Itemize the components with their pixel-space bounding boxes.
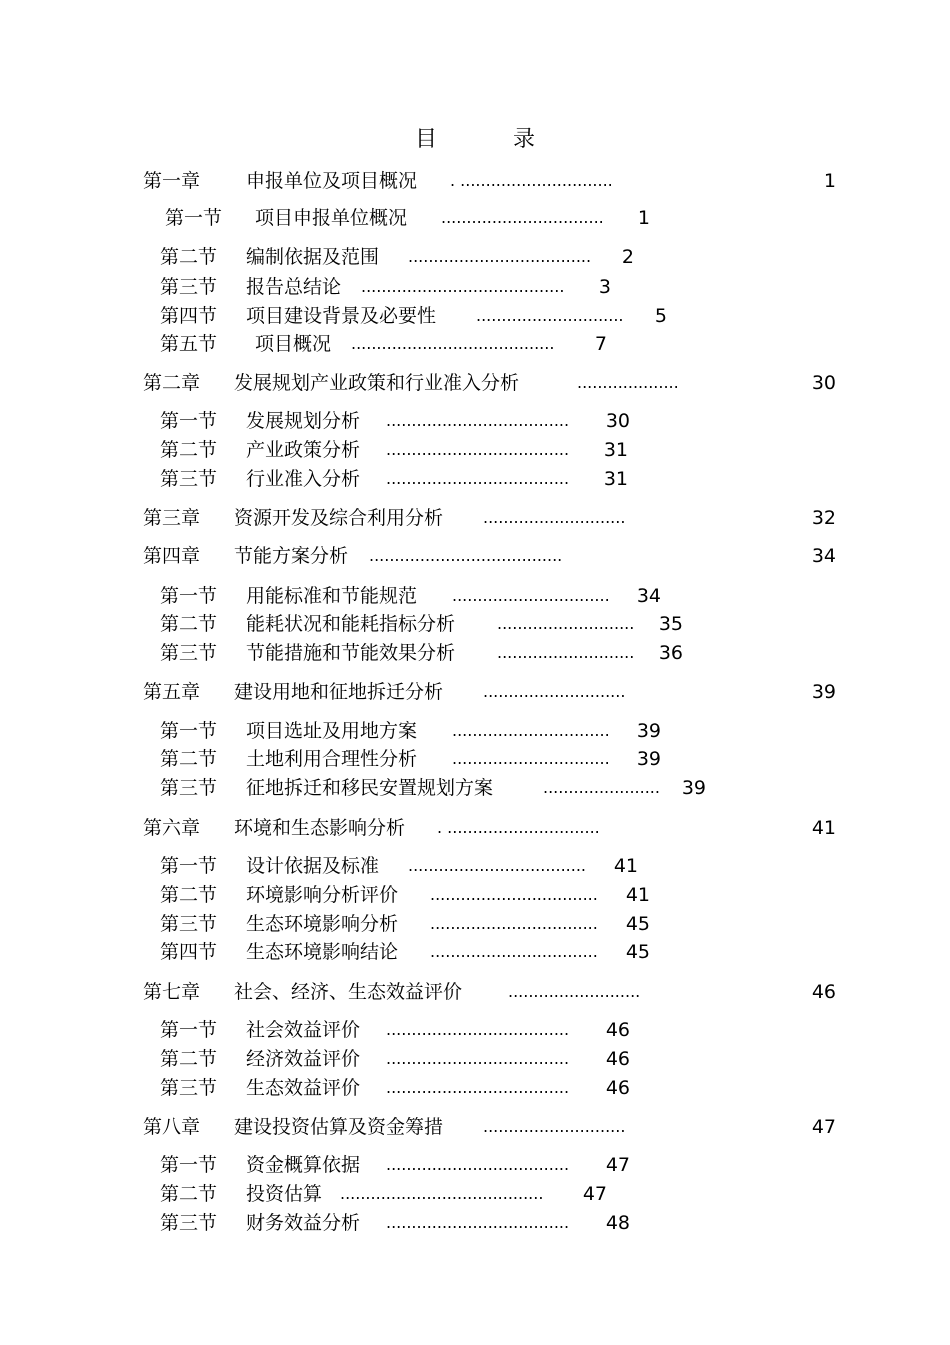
toc-number: 第一节 xyxy=(160,1019,218,1041)
toc-number: 第五节 xyxy=(160,333,218,355)
toc-page-number: 45 xyxy=(625,941,650,963)
toc-number: 第三节 xyxy=(160,642,218,664)
toc-leader-dots: ........................... xyxy=(497,614,635,633)
toc-page-number: 47 xyxy=(582,1183,607,1205)
toc-title: 行业准入分析 xyxy=(246,468,361,490)
toc-leader-dots: ................................. xyxy=(430,885,598,904)
toc-leader-dots: .................................... xyxy=(386,1049,570,1068)
toc-page-number: 48 xyxy=(605,1212,630,1234)
toc-page-number: 39 xyxy=(681,777,706,799)
toc-title: 环境影响分析评价 xyxy=(246,884,399,906)
toc-title: 产业政策分析 xyxy=(246,439,361,461)
toc-page-number: 45 xyxy=(625,913,650,935)
toc-page-number: 41 xyxy=(811,817,836,839)
toc-leader-dots: .................................... xyxy=(386,1213,570,1232)
toc-title: 环境和生态影响分析 xyxy=(234,817,406,839)
toc-number: 第六章 xyxy=(143,817,201,839)
toc-leader-dots: .................................... xyxy=(386,1020,570,1039)
toc-page-number: 1 xyxy=(637,207,650,229)
toc-leader-dots: ........................... xyxy=(497,643,635,662)
toc-leader-dots: ............................... xyxy=(452,586,610,605)
toc-title: 建设投资估算及资金筹措 xyxy=(234,1116,444,1138)
toc-page-number: 46 xyxy=(811,981,836,1003)
title-char-2: 录 xyxy=(513,127,536,152)
toc-number: 第二章 xyxy=(143,372,201,394)
toc-leader-dots: .................................... xyxy=(386,469,570,488)
toc-title: 生态环境影响分析 xyxy=(246,913,399,935)
toc-title: 能耗状况和能耗指标分析 xyxy=(246,613,456,635)
toc-page-number: 2 xyxy=(621,246,634,268)
toc-number: 第一章 xyxy=(143,170,201,192)
toc-title: 建设用地和征地拆迁分析 xyxy=(234,681,444,703)
toc-page-number: 36 xyxy=(658,642,683,664)
toc-number: 第四节 xyxy=(160,305,218,327)
toc-page-number: 32 xyxy=(811,507,836,529)
toc-number: 第三章 xyxy=(143,507,201,529)
toc-number: 第二节 xyxy=(160,1048,218,1070)
toc-title: 设计依据及标准 xyxy=(246,855,380,877)
toc-title: 生态环境影响结论 xyxy=(246,941,399,963)
toc-leader-dots: . .............................. xyxy=(450,171,613,190)
toc-leader-dots: .................................... xyxy=(386,411,570,430)
toc-page-number: 46 xyxy=(605,1019,630,1041)
toc-page-number: 46 xyxy=(605,1048,630,1070)
toc-number: 第三节 xyxy=(160,1077,218,1099)
toc-number: 第一节 xyxy=(160,585,218,607)
toc-leader-dots: ............................... xyxy=(452,749,610,768)
toc-title: 节能措施和节能效果分析 xyxy=(246,642,456,664)
toc-number: 第八章 xyxy=(143,1116,201,1138)
toc-page-number: 47 xyxy=(605,1154,630,1176)
toc-number: 第一节 xyxy=(160,1154,218,1176)
toc-page-number: 34 xyxy=(636,585,661,607)
toc-number: 第一节 xyxy=(160,410,218,432)
toc-number: 第五章 xyxy=(143,681,201,703)
toc-number: 第一节 xyxy=(160,855,218,877)
toc-title: 项目申报单位概况 xyxy=(255,207,408,229)
title-char-1: 目 xyxy=(414,127,437,152)
toc-page-number: 31 xyxy=(603,439,628,461)
toc-title: 节能方案分析 xyxy=(234,545,349,567)
toc-title: 项目选址及用地方案 xyxy=(246,720,418,742)
toc-title: 投资估算 xyxy=(246,1183,323,1205)
toc-title: 用能标准和节能规范 xyxy=(246,585,418,607)
toc-title: 报告总结论 xyxy=(246,276,342,298)
toc-number: 第四节 xyxy=(160,941,218,963)
toc-leader-dots: ............................ xyxy=(483,508,626,527)
toc-number: 第四章 xyxy=(143,545,201,567)
toc-number: 第二节 xyxy=(160,439,218,461)
toc-page-number: 1 xyxy=(823,170,836,192)
toc-leader-dots: .................................... xyxy=(386,1078,570,1097)
toc-title: 社会、经济、生态效益评价 xyxy=(234,981,463,1003)
toc-leader-dots: ....................... xyxy=(543,778,660,797)
toc-page-number: 30 xyxy=(605,410,630,432)
toc-title: 申报单位及项目概况 xyxy=(246,170,418,192)
toc-page-number: 39 xyxy=(636,720,661,742)
toc-leader-dots: ............................ xyxy=(483,682,626,701)
toc-title: 资金概算依据 xyxy=(246,1154,361,1176)
toc-title: 发展规划产业政策和行业准入分析 xyxy=(234,372,520,394)
toc-title: 项目概况 xyxy=(255,333,332,355)
toc-title: 经济效益评价 xyxy=(246,1048,361,1070)
toc-page-number: 47 xyxy=(811,1116,836,1138)
toc-leader-dots: ................................. xyxy=(430,914,598,933)
toc-leader-dots: ............................... xyxy=(452,721,610,740)
toc-page-number: 35 xyxy=(658,613,683,635)
toc-number: 第二节 xyxy=(160,884,218,906)
toc-leader-dots: ............................. xyxy=(476,306,624,325)
toc-number: 第二节 xyxy=(160,613,218,635)
toc-leader-dots: ........................................ xyxy=(351,334,555,353)
page-title xyxy=(0,122,950,153)
toc-page-number: 34 xyxy=(811,545,836,567)
toc-page-number: 3 xyxy=(598,276,611,298)
toc-number: 第七章 xyxy=(143,981,201,1003)
toc-page-number: 7 xyxy=(594,333,607,355)
toc-title: 财务效益分析 xyxy=(246,1212,361,1234)
toc-number: 第三节 xyxy=(160,1212,218,1234)
toc-leader-dots: .................................... xyxy=(386,440,570,459)
toc-leader-dots: .................... xyxy=(577,373,679,392)
toc-leader-dots: ........................................ xyxy=(361,277,565,296)
toc-leader-dots: . .............................. xyxy=(437,818,600,837)
toc-title: 编制依据及范围 xyxy=(246,246,380,268)
toc-page-number: 39 xyxy=(811,681,836,703)
toc-number: 第三节 xyxy=(160,913,218,935)
toc-number: 第三节 xyxy=(160,777,218,799)
toc-title: 征地拆迁和移民安置规划方案 xyxy=(246,777,494,799)
toc-number: 第三节 xyxy=(160,276,218,298)
toc-page-number: 31 xyxy=(603,468,628,490)
toc-number: 第二节 xyxy=(160,246,218,268)
toc-title: 社会效益评价 xyxy=(246,1019,361,1041)
toc-leader-dots: ................................... xyxy=(408,856,587,875)
toc-leader-dots: .................................... xyxy=(386,1155,570,1174)
toc-leader-dots: .................................... xyxy=(408,247,592,266)
toc-page-number: 30 xyxy=(811,372,836,394)
toc-page-number: 41 xyxy=(625,884,650,906)
toc-number: 第二节 xyxy=(160,748,218,770)
toc-number: 第三节 xyxy=(160,468,218,490)
toc-page-number: 41 xyxy=(613,855,638,877)
toc-leader-dots: ................................ xyxy=(441,208,604,227)
toc-leader-dots: ...................................... xyxy=(369,546,563,565)
toc-number: 第一节 xyxy=(165,207,223,229)
toc-page-number: 39 xyxy=(636,748,661,770)
toc-page-number: 5 xyxy=(654,305,667,327)
toc-leader-dots: .......................... xyxy=(508,982,641,1001)
toc-title: 项目建设背景及必要性 xyxy=(246,305,437,327)
toc-title: 生态效益评价 xyxy=(246,1077,361,1099)
toc-number: 第一节 xyxy=(160,720,218,742)
toc-title: 土地利用合理性分析 xyxy=(246,748,418,770)
toc-leader-dots: ................................. xyxy=(430,942,598,961)
toc-leader-dots: ............................ xyxy=(483,1117,626,1136)
toc-number: 第二节 xyxy=(160,1183,218,1205)
toc-leader-dots: ........................................ xyxy=(340,1184,544,1203)
toc-title: 资源开发及综合利用分析 xyxy=(234,507,444,529)
toc-title: 发展规划分析 xyxy=(246,410,361,432)
toc-page-number: 46 xyxy=(605,1077,630,1099)
